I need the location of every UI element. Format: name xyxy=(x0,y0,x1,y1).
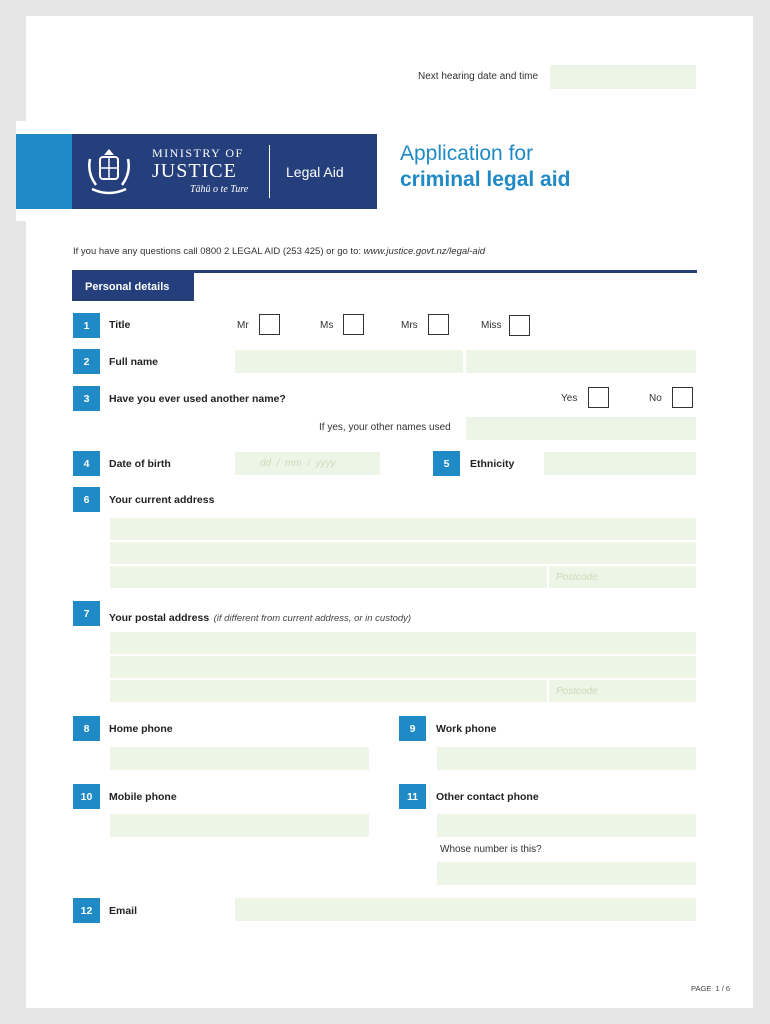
logo-banner xyxy=(72,134,377,209)
hearing-label: Next hearing date and time xyxy=(418,71,539,82)
q6-number: 6 xyxy=(73,487,100,512)
ministry-tagline: Tāhū o te Ture xyxy=(190,184,249,195)
q7-number: 7 xyxy=(73,601,100,626)
date-of-birth-input[interactable] xyxy=(235,452,380,475)
current-postcode-input[interactable] xyxy=(549,566,696,588)
title-miss-checkbox[interactable] xyxy=(509,315,530,336)
q10-number: 10 xyxy=(73,784,100,809)
title-option-mrs-label: Mrs xyxy=(401,320,418,331)
whose-number-input[interactable] xyxy=(437,862,696,885)
q4-label: Date of birth xyxy=(109,458,171,470)
q5-label: Ethnicity xyxy=(470,458,515,470)
other-name-yes-checkbox[interactable] xyxy=(588,387,609,408)
title-option-miss-label: Miss xyxy=(481,320,502,331)
logo-divider xyxy=(269,145,270,198)
q8-label: Home phone xyxy=(109,723,173,735)
other-names-input[interactable] xyxy=(466,417,696,440)
contact-note-text: If you have any questions call 0800 2 LEGAL AID (253 425) or go to: xyxy=(73,246,361,257)
q7-note: (if different from current address, or in custody) xyxy=(213,613,412,624)
section-heading: Personal details xyxy=(85,281,170,293)
q7-label-group xyxy=(109,608,411,626)
current-postcode-placeholder: Postcode xyxy=(556,572,598,583)
ethnicity-input[interactable] xyxy=(544,452,696,475)
postal-postcode-input[interactable] xyxy=(549,680,696,702)
title-option-mr-label: Mr xyxy=(237,320,249,331)
other-names-used-label: If yes, your other names used xyxy=(319,422,451,433)
other-name-no-checkbox[interactable] xyxy=(672,387,693,408)
title-ms-checkbox[interactable] xyxy=(343,314,364,335)
home-phone-input[interactable] xyxy=(110,747,369,770)
side-strip-bottom xyxy=(16,221,26,1008)
other-contact-phone-input[interactable] xyxy=(437,814,696,837)
current-address-line2-input[interactable] xyxy=(110,542,696,564)
title-line2: criminal legal aid xyxy=(400,168,571,191)
title-mrs-checkbox[interactable] xyxy=(428,314,449,335)
q12-label: Email xyxy=(109,905,138,917)
program-name: Legal Aid xyxy=(286,164,344,180)
header-accent-bar xyxy=(16,134,72,209)
q5-number: 5 xyxy=(433,451,460,476)
contact-note xyxy=(73,246,485,257)
hearing-date-input[interactable] xyxy=(550,65,696,89)
q6-label: Your current address xyxy=(109,494,215,506)
q8-number: 8 xyxy=(73,716,100,741)
q1-number: 1 xyxy=(73,313,100,338)
other-name-yes-label: Yes xyxy=(561,393,578,404)
ministry-line1: MINISTRY OF xyxy=(152,146,244,160)
q3-number: 3 xyxy=(73,386,100,411)
title-mr-checkbox[interactable] xyxy=(259,314,280,335)
q11-label: Other contact phone xyxy=(436,791,539,803)
title-option-ms-label: Ms xyxy=(320,320,334,331)
q9-label: Work phone xyxy=(436,723,497,735)
postal-address-line1-input[interactable] xyxy=(110,632,696,654)
work-phone-input[interactable] xyxy=(437,747,696,770)
coat-of-arms-icon xyxy=(86,147,132,197)
q10-label: Mobile phone xyxy=(109,791,177,803)
current-address-line3-input[interactable] xyxy=(110,566,547,588)
whose-number-label: Whose number is this? xyxy=(440,844,542,855)
email-input[interactable] xyxy=(235,898,696,921)
postal-address-line2-input[interactable] xyxy=(110,656,696,678)
section-tab xyxy=(72,273,194,301)
postal-address-line3-input[interactable] xyxy=(110,680,547,702)
full-name-first-input[interactable] xyxy=(235,350,463,373)
page-number: PAGE 1 / 6 xyxy=(691,984,731,993)
contact-note-url[interactable]: www.justice.govt.nz/legal-aid xyxy=(363,246,486,257)
form-page xyxy=(16,16,753,1008)
q7-label: Your postal address xyxy=(109,612,210,624)
q3-label: Have you ever used another name? xyxy=(109,393,286,405)
full-name-last-input[interactable] xyxy=(466,350,696,373)
q11-number: 11 xyxy=(399,784,426,809)
q2-number: 2 xyxy=(73,349,100,374)
q4-number: 4 xyxy=(73,451,100,476)
dob-placeholder: dd / mm / yyyy xyxy=(260,458,336,469)
postal-postcode-placeholder: Postcode xyxy=(556,686,598,697)
mobile-phone-input[interactable] xyxy=(110,814,369,837)
other-name-no-label: No xyxy=(649,393,662,404)
q9-number: 9 xyxy=(399,716,426,741)
ministry-line2: JUSTICE xyxy=(152,160,237,182)
q2-label: Full name xyxy=(109,356,159,368)
q1-label: Title xyxy=(109,319,131,331)
title-line1: Application for xyxy=(400,142,534,165)
current-address-line1-input[interactable] xyxy=(110,518,696,540)
q12-number: 12 xyxy=(73,898,100,923)
side-strip-top xyxy=(16,16,26,121)
